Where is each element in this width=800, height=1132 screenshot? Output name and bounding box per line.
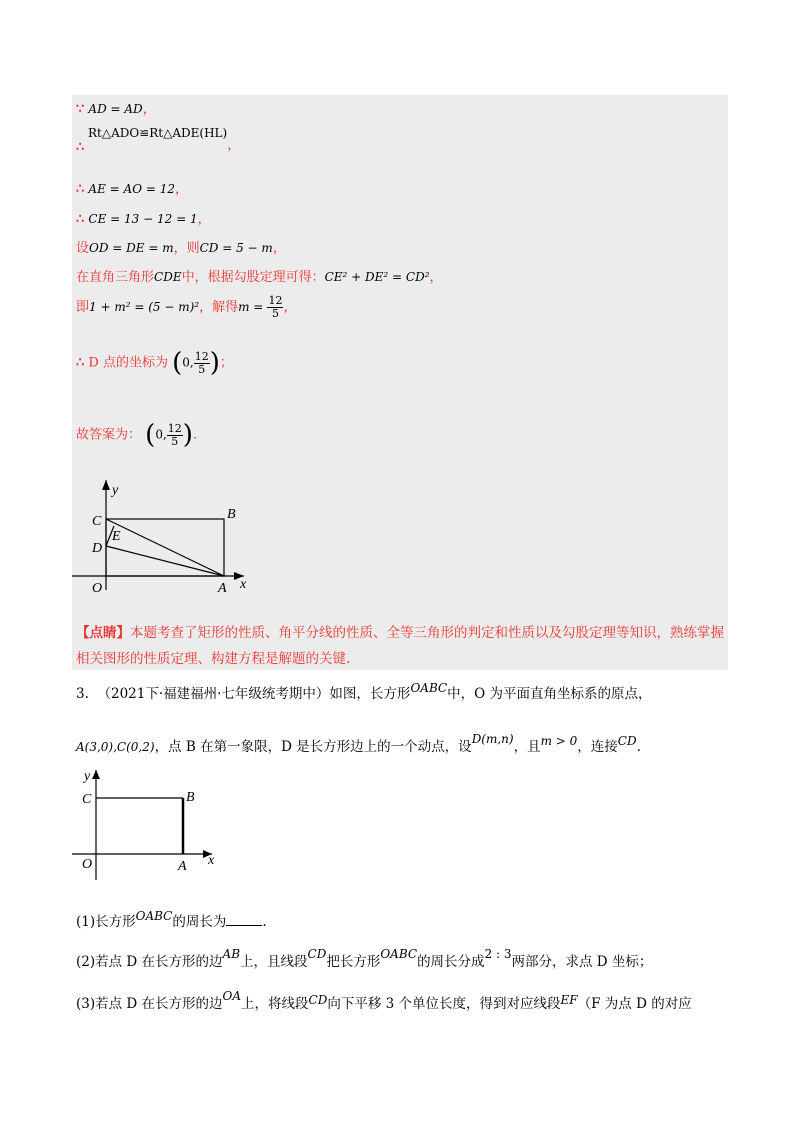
label-a: A xyxy=(178,859,187,874)
therefore-symbol: ∴ xyxy=(76,212,85,227)
problem-line-1: 3. （2021下·福建福州·七年级统考期中）如图，长方形OABC中，O 为平面直角坐标系的原点， xyxy=(76,681,652,702)
math-expression: CE = 13 − 12 = 1 xyxy=(88,212,198,226)
question-1: (1)长方形OABC的周长为 . xyxy=(76,909,267,930)
math-expression: 1 + m² = (5 − m)² xyxy=(89,300,200,314)
solution-line-9: 故答案为： (0, $\frac{12}{5}$ ). xyxy=(76,420,198,450)
because-symbol: ∵ xyxy=(76,102,85,117)
problem-figure xyxy=(72,768,232,883)
label-x: x xyxy=(240,577,247,592)
fraction: $\frac{12}{5}$ xyxy=(268,294,283,320)
solution-figure xyxy=(72,478,272,598)
solution-line-5: 设OD = DE = m，则CD = 5 − m， xyxy=(76,241,286,256)
segment-da xyxy=(106,546,224,576)
answer-blank[interactable] xyxy=(226,913,262,926)
label-c: C xyxy=(82,792,92,807)
label-e: E xyxy=(112,529,121,544)
remark-text: 本题考查了矩形的性质、角平分线的性质、全等三角形的判定和性质以及勾股定理等知识，熟练掌握相关图形的性质定理、构建方程是解题的关键. xyxy=(76,625,724,667)
solution-line-3: ∴ AE = AO = 12， xyxy=(76,182,189,197)
y-arrow xyxy=(92,770,100,779)
label-b: B xyxy=(227,507,236,522)
therefore-symbol: ∴ xyxy=(76,182,85,197)
label-x: x xyxy=(208,853,215,868)
fraction: $\frac{12}{5}$ xyxy=(167,421,182,448)
math-expression: CD = 5 − m xyxy=(199,241,273,255)
label-o: O xyxy=(82,857,93,872)
label-a: A xyxy=(218,581,227,596)
remark xyxy=(76,620,726,672)
solution-line-4: ∴ CE = 13 − 12 = 1， xyxy=(76,212,211,227)
remark-tag: 【点睛】 xyxy=(76,625,130,641)
label-y: y xyxy=(112,483,119,498)
math-expression: CDE xyxy=(154,270,182,284)
solution-line-8: ∴ D 点的坐标为 (0, $\frac{12}{5}$ )； xyxy=(76,348,233,378)
therefore-symbol: ∴ xyxy=(76,355,85,371)
math-expression: AE = AO = 12 xyxy=(88,182,175,196)
math-expression: Rt△ADO≌Rt△ADE(HL) xyxy=(88,126,228,140)
math-expression: OD = DE = m xyxy=(89,241,174,255)
math-expression: CE² + DE² = CD² xyxy=(324,270,430,284)
solution-line-2: Rt△ADO≌Rt△ADE(HL)， xyxy=(88,126,241,153)
label-d: D xyxy=(92,541,103,556)
question-2: (2)若点 D 在长方形的边AB上，且线段CD把长方形OABC的周长分成2 : 3两部分，求点 D 坐标； xyxy=(76,947,653,970)
solution-line-7: 即1 + m² = (5 − m)²，解得m = $\frac{12}{5}$ ， xyxy=(76,294,297,320)
question-3: (3)若点 D 在长方形的边OA上，将线段CD向下平移 3 个单位长度，得到对应线段EF（F 为点 D 的对应 xyxy=(76,989,692,1012)
label-o: O xyxy=(92,581,103,596)
diagonal-ca xyxy=(106,519,224,576)
therefore-symbol: ∴ xyxy=(76,140,85,155)
y-arrow xyxy=(102,480,110,490)
math-expression: AD = AD xyxy=(88,102,143,116)
problem-line-2: A(3,0),C(0,2)，点 B 在第一象限，D 是长方形边上的一个动点，设D(m,n)，且m > 0，连接CD. xyxy=(76,732,641,755)
therefore-line-2 xyxy=(76,140,84,155)
solution-line-1: ∵ AD = AD， xyxy=(76,102,156,117)
label-b: B xyxy=(186,790,195,805)
label-c: C xyxy=(92,514,102,529)
fraction: $\frac{12}{5}$ xyxy=(194,349,209,376)
solution-line-6: 在直角三角形CDE中，根据勾股定理可得：CE² + DE² = CD²， xyxy=(76,270,443,285)
label-y: y xyxy=(84,769,91,784)
